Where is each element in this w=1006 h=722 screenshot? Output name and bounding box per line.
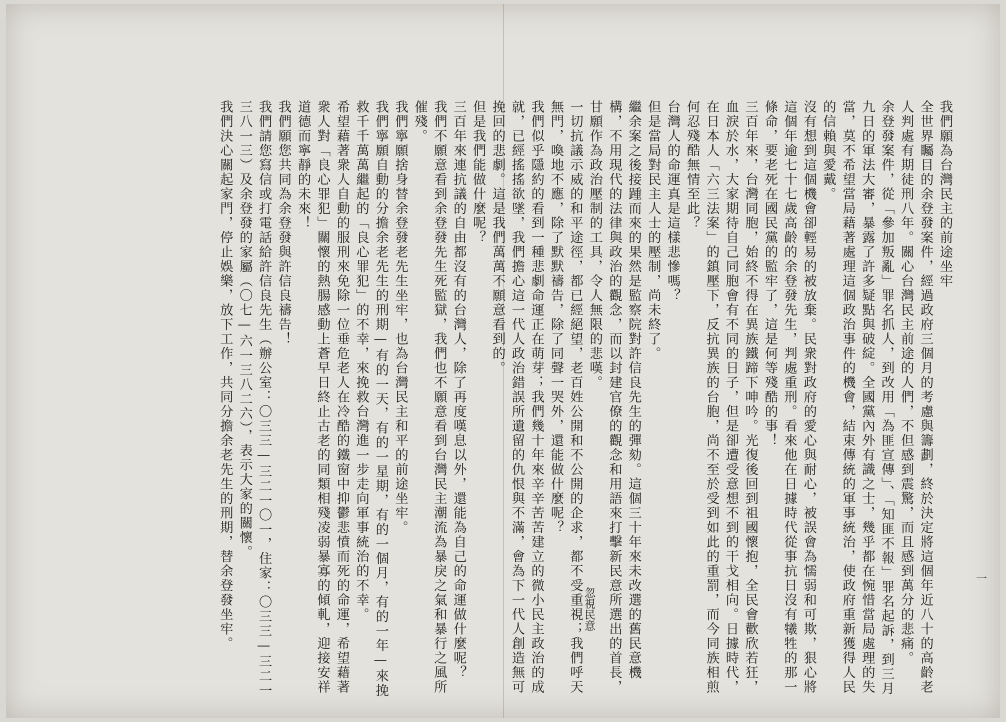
page-mark: 一 <box>976 572 986 585</box>
document-sheet <box>6 4 1000 718</box>
handwritten-annotation: 忽視民意 <box>583 587 596 631</box>
document-title: 我們願為台灣民主的前途坐牢 <box>937 100 952 289</box>
paragraph: 全世界矚目的余登發案件，經過政府三個月的考慮與籌劃，終於決定將這個年近八十的高齡老人判處有期徒刑八年。關心台灣民主前途的人們，不但感到震驚，而且感到萬分的悲痛。 <box>898 100 933 695</box>
paragraph: 三百年來，台灣同胞，始終不得在異族鐵蹄下呻吟。光復後回到祖國懷抱，全民會歡欣若狂，血淚於水，大家期待自己同胞會有不同的日子，但是卻遭受意想不到的干戈相向。日據時代，在日本人「六三法案」的鎮壓下，反抗異族的台胞，尚不至於受到如此的重罰，而今同族相煎何忍殘酷無情至此？ <box>684 100 758 695</box>
paragraph: 一切抗議示威的和平途徑，都已經絕望，老百姓公開和不公開的企求，都不受重視；我們呼天無門，喚地不應，除了默默禱告，除了同聲一哭外，還能做什麼呢？ <box>547 100 583 695</box>
paragraph: 希望藉著衆人自動的服刑來免除一位垂危老人在冷酷的鐵窗中抑鬱悲憤而死的命運，希望藉著衆人對「良心罪犯」關懷的熱腸感動上蒼早日終止古老的同類相殘凌弱暴寡的傾軋，迎接安祥道德而寧靜的未來！ <box>295 100 349 695</box>
paragraph: 我們請您寫信或打電話給許信良先生（辦公室：〇三三—三二一〇一，住家：〇三三—三二一三八一三）及余登發的家屬（〇七—六一三八二六），表示大家的關懷。 <box>236 100 272 699</box>
paragraph: 我們不願意看到余登發先生死監獄，我們也不願意看到台灣民主潮流為暴戾之氣和暴行之風所催殘。 <box>411 100 447 695</box>
paragraph: 我們願您共同為余登發與許信良禱告！ <box>275 100 291 347</box>
paragraph: 但是我們能做什麼呢？ <box>470 100 486 245</box>
paragraph: 我們決心關起家門，停止娛樂，放下工作，共同分擔余老先生的刑期，替余登發坐牢。 <box>217 100 233 651</box>
paragraph: 台灣人的命運真是這樣悲慘嗎？ <box>664 100 680 303</box>
paragraph: 我們寧願捨身替余登發老先生坐牢，也為台灣民主和平的前途坐牢。 <box>392 100 408 535</box>
paragraph: 沒有想到這個機會卻輕易的被放棄。民衆對政府的愛心與耐心，被誤會為懦弱和可欺，狠心將這個年逾七十七歲高齡的余登發先生，判處重刑。看來他在日據時代從事抗日沒有犧牲的那一條命，要老死在國民黨的監牢了，這是何等殘酷的事！ <box>761 100 816 695</box>
paragraph: 繼余案之後接踵而來的果然是監察院對許信良先生的彈劾。這個三十年來未改選的舊民意機構，不用現代的法律與政治的觀念，而以封建官僚的觀念和用語來打擊新民意所選出的首長，甘願作為政治壓制的工具，令人無限的悲嘆。 <box>586 100 641 695</box>
paragraph: 我們似乎隱約的看到一種悲劇命運正在萌芽；我們幾十年來辛辛苦苦建立的微小民主政治的成就，已經搖搖欲墜，我們擔心這一代人政治錯誤所遺留的仇恨與不滿，會為下一代人創造無可挽回的悲劇。這是我們萬萬不願意看到的。 <box>489 100 544 695</box>
paragraph: 但是當局對民主人士的壓制，尚未終了。 <box>645 100 661 361</box>
paragraph: 我們寧願自動的分擔余老先生的刑期—有的一天，有的一星期，有的一個月，有的一年—來挽救千千萬萬繼起的「良心罪犯」的不幸，來挽救台灣進一步走向軍事統治的不幸。 <box>353 100 388 699</box>
paragraph: 余登發案件，從「參加叛亂」罪名抓人，到改用「為匪宣傳」、「知匪不報」罪名起訴，到三月九日的軍法大審，暴露了許多疑點與破綻。全國黨內外有識之士，幾乎都在惋惜當局處理的失當，莫不希望當局藉著處理這個政治事件的機會，結束傳統的軍事統治，使政府重新獲得人民的信賴與愛戴。 <box>820 100 894 696</box>
document-body <box>24 100 954 700</box>
paragraph: 三百年來連抗議的自由都沒有的台灣人，除了再度嘆息以外，還能為自己的命運做什麼呢？ <box>450 100 466 680</box>
